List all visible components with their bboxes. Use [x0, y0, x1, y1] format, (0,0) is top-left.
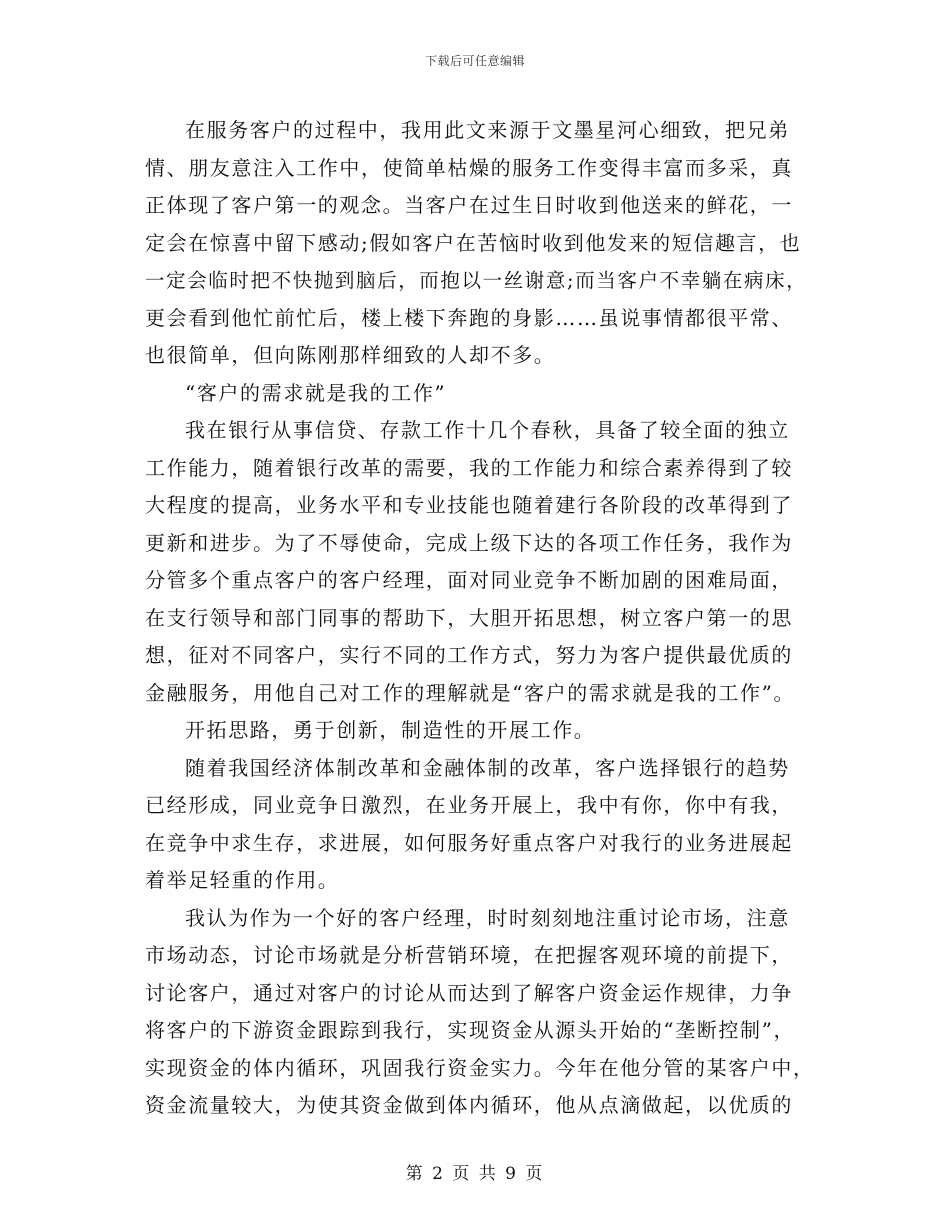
document-body — [145, 112, 815, 1125]
text-line: 将客户的下游资金跟踪到我行，实现资金从源头开始的“垄断控制”， — [145, 1018, 796, 1042]
text-line: 在支行领导和部门同事的帮助下，大胆开拓思想，树立客户第一的思 — [145, 605, 793, 630]
text-line: 已经形成，同业竞争日激烈，在业务开展上，我中有你，你中有我， — [145, 793, 793, 817]
text-line: 情、朋友意注入工作中，使简单枯燥的服务工作变得丰富而多采，真 — [145, 155, 793, 180]
text-line: 开拓思路，勇于创新，制造性的开展工作。 — [185, 718, 596, 742]
text-line: 讨论客户，通过对客户的讨论从而达到了解客户资金运作规律，力争 — [145, 980, 793, 1005]
text-line: 在竞争中求生存，求进展，如何服务好重点客户对我行的业务进展起 — [145, 830, 793, 855]
text-line: 金融服务，用他自己对工作的理解就是“客户的需求就是我的工作”。 — [145, 680, 796, 705]
text-line: 在服务客户的过程中，我用此文来源于文墨星河心细致，把兄弟 — [185, 118, 790, 142]
text-line: 资金流量较大，为使其资金做到体内循环，他从点滴做起，以优质的 — [145, 1093, 793, 1117]
text-line: 随着我国经济体制改革和金融体制的改革，客户选择银行的趋势 — [185, 755, 790, 780]
text-line: 我认为作为一个好的客户经理，时时刻刻地注重讨论市场，注意 — [185, 905, 790, 930]
text-line: 分管多个重点客户的客户经理，面对同业竞争不断加剧的困难局面， — [145, 568, 793, 592]
text-line: 更新和进步。为了不辱使命，完成上级下达的各项工作任务，我作为 — [145, 530, 793, 555]
text-line: 一定会临时把不快抛到脑后，而抱以一丝谢意;而当客户不幸躺在病床， — [145, 269, 808, 292]
text-line: 着举足轻重的作用。 — [145, 868, 340, 892]
text-line: 正体现了客户第一的观念。当客户在过生日时收到他送来的鲜花，一 — [145, 193, 793, 217]
text-line: 更会看到他忙前忙后，楼上楼下奔跑的身影……虽说事情都很平常、 — [145, 305, 793, 330]
text-line: 定会在惊喜中留下感动;假如客户在苦恼时收到他发来的短信趣言，也 — [145, 230, 802, 255]
text-line: 工作能力，随着银行改革的需要，我的工作能力和综合素养得到了较 — [145, 455, 793, 480]
page-header: 下载后可任意编辑 — [424, 54, 525, 68]
text-line: 实现资金的体内循环，巩固我行资金实力。今年在他分管的某客户中， — [145, 1055, 815, 1080]
page-footer: 第 2 页 共 9 页 — [405, 1164, 545, 1184]
text-line: 也很简单，但向陈刚那样细致的人却不多。 — [145, 343, 556, 367]
text-line: 大程度的提高，业务水平和专业技能也随着建行各阶段的改革得到了 — [145, 493, 793, 517]
text-line: 想，征对不同客户，实行不同的工作方式，努力为客户提供最优质的 — [145, 643, 793, 667]
text-line: 市场动态，讨论市场就是分析营销环境，在把握客观环境的前提下， — [145, 943, 793, 967]
text-line: 我在银行从事信贷、存款工作十几个春秋，具备了较全面的独立 — [185, 418, 790, 442]
text-line: “客户的需求就是我的工作” — [185, 380, 447, 405]
